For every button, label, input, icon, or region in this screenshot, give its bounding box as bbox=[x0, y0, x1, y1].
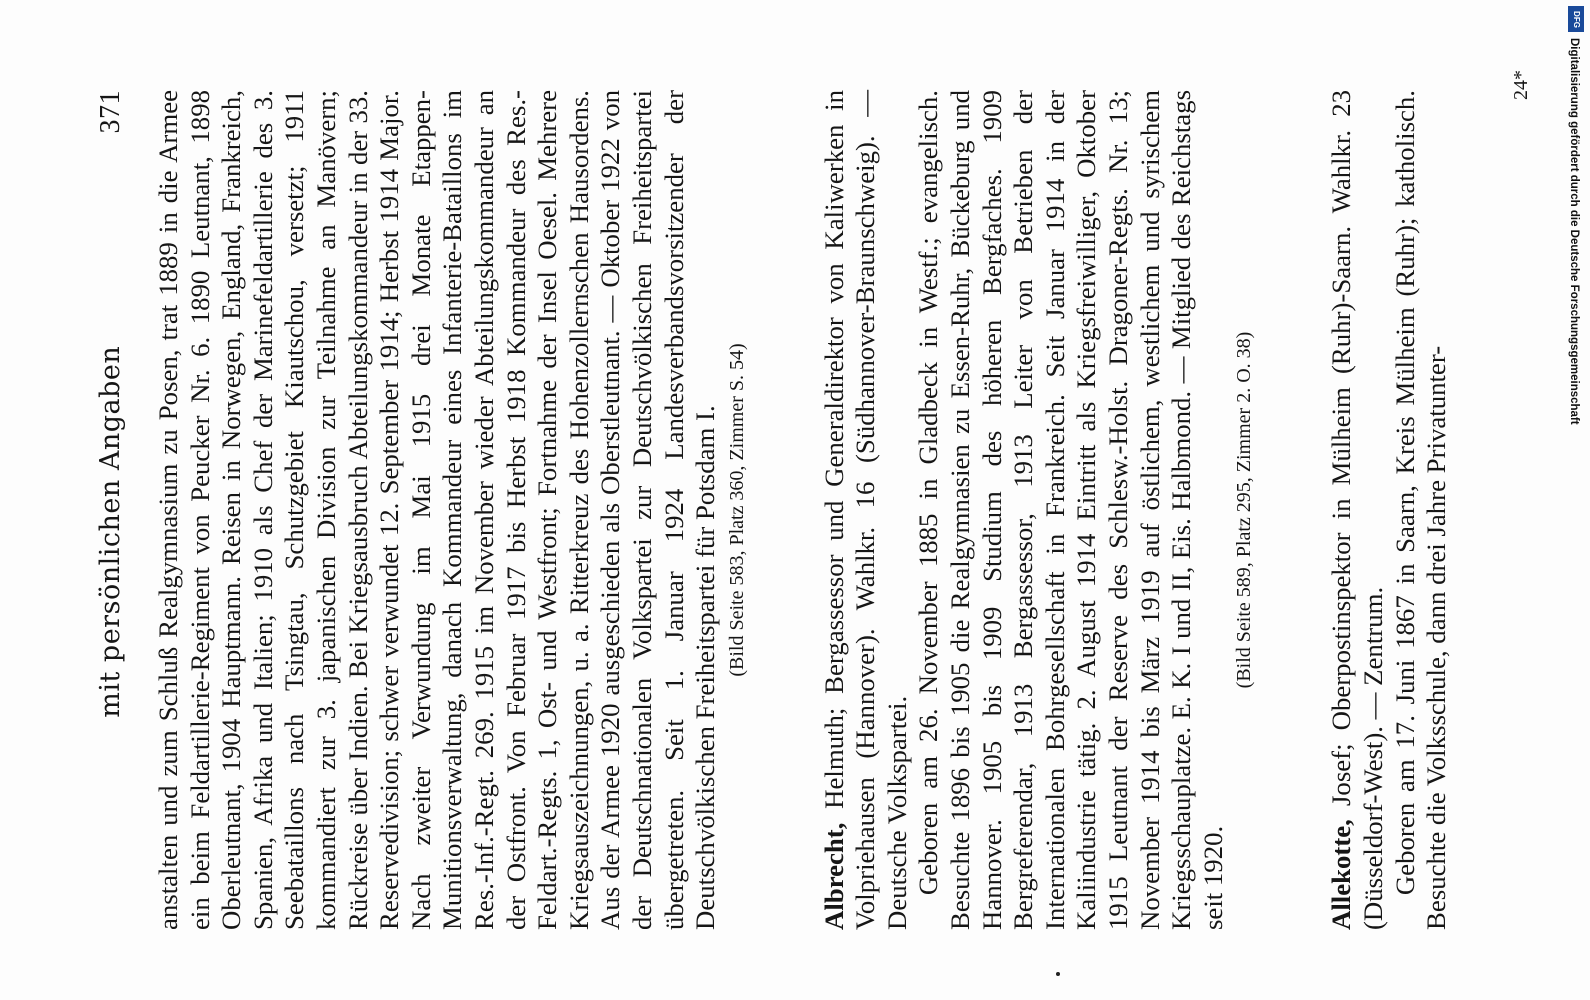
running-title: mit persönlichen Angaben bbox=[95, 345, 126, 718]
entry-albrecht bbox=[819, 90, 914, 930]
dfg-logo-icon: DFG bbox=[1568, 6, 1584, 32]
entry-summary: Josef; Oberpostinspektor in Mülheim (Ruhr)-Saarn. Wahlkr. 23 (Düsseldorf-West). — Zentrum. bbox=[1326, 90, 1388, 930]
entry-continuation bbox=[153, 90, 722, 930]
photo-reference: (Bild Seite 583, Platz 360, Zimmer S. 54) bbox=[725, 343, 748, 677]
entry-name: Albrecht, bbox=[818, 822, 849, 930]
signature-mark: 24* bbox=[1510, 70, 1532, 100]
speck-mark bbox=[1056, 972, 1060, 976]
page-header bbox=[95, 90, 127, 930]
entry-name: Allekotte, bbox=[1326, 819, 1357, 930]
entry-allekotte bbox=[1326, 90, 1389, 930]
entry-biography: Geboren am 26. November 1885 in Gladbeck in Westf.; evangelisch. Besuchte 1896 bis 1905 die Realgymnasien zu Essen-Ruhr, Bückeburg und Hannover. 1905 bis 1909 Studium des höheren Bergfaches. 1909 Bergreferendar, 1913 Bergassessor, 1913 Leiter von Betrieben der Internationalen Bohrgesellschaft in Frankreich. Seit Januar 1914 in der Kaliindustrie tätig. 2. August 1914 Eintritt als Kriegsfreiwilliger, Oktober 1915 Leutnant der Reserve des Schlesw.-Holst. Dragoner-Regts. Nr. 13; November 1914 bis März 1919 auf östlichem, westlichem und syrischem Kriegsschauplatze. E. K. I und II, Eis. Halbmond. — Mitglied des Reichstags seit 1920. bbox=[913, 90, 1228, 930]
photo-reference: (Bild Seite 589, Platz 295, Zimmer 2. O. 38) bbox=[1233, 331, 1256, 689]
entry-biography: Geboren am 17. Juni 1867 in Saarn, Kreis Mülheim (Ruhr); katholisch. Besuchte die Volksschule, dann drei Jahre Privatunter- bbox=[1389, 90, 1452, 930]
page-number: 371 bbox=[95, 90, 126, 134]
attribution-strip bbox=[1564, 8, 1586, 708]
entry-summary: Helmuth; Bergassessor und Generaldirektor von Kaliwerken in Volpriehausen (Hannover). Wahlkr. 16 (Südhannover-Braunschweig). — Deutsche Volkspartei. bbox=[818, 90, 912, 930]
entry-continuation-text: anstalten und zum Schluß Realgymnasium zu Posen, trat 1889 in die Armee ein beim Feldartillerie-Regiment von Peucker Nr. 6. 1890 Leutnant, 1898 Oberleutnant, 1904 Hauptmann. Reisen in Norwegen, England, Frankreich, Spanien, Afrika und Italien; 1910 als Chef der Marinefeldartillerie des 3. Seebataillons nach Tsingtau, Schutzgebiet Kiautschou, versetzt; 1911 kommandiert zur 3. japanischen Division zur Teilnahme an Manövern; Rückreise über Indien. Bei Kriegsausbruch Abteilungskommandeur in der 33. Reservedivision; schwer verwundet 12. September 1914; Herbst 1914 Major. Nach zweiter Verwundung im Mai 1915 drei Monate Etappen-Munitionsverwaltung, danach Kommandeur eines Infanterie-Bataillons im Res.-Inf.-Regt. 269. 1915 im November wieder Abteilungskommandeur an der Ostfront. Von Februar 1917 bis Herbst 1918 Kommandeur des Res.-Feldart.-Regts. 1, Ost- und Westfront; Fortnahme der Insel Oesel. Mehrere Kriegsauszeichnungen, u. a. Ritterkreuz des Hohenzollernschen Hausordens. Aus der Armee 1920 ausgeschieden als Oberstleutnant. — Oktober 1922 von der Deutschnationalen Volkspartei zur Deutschvölkischen Freiheitspartei übergetreten. Seit 1. Januar 1924 Landesverbandsvorsitzender der Deutschvölkischen Freiheitspartei für Potsdam I. bbox=[153, 90, 721, 930]
attribution-text: Digitalisierung gefördert durch die Deutsche Forschungsgemeinschaft bbox=[1568, 38, 1580, 425]
